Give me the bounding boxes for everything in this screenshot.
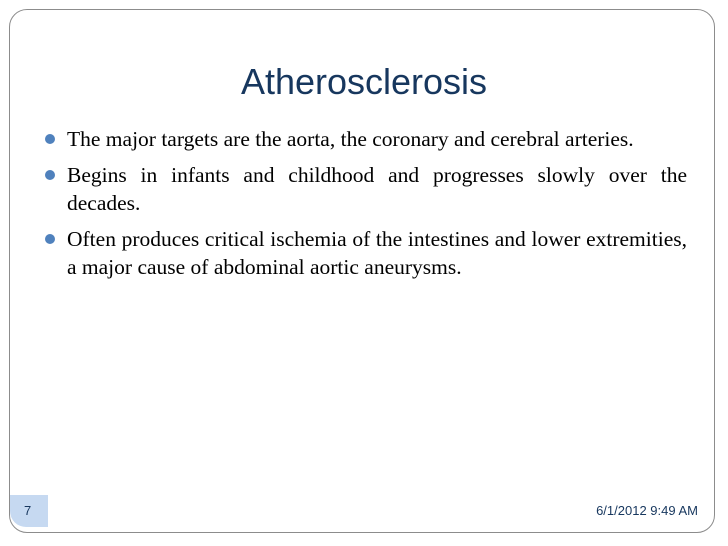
bullet-list (42, 125, 687, 289)
bullet-dot-icon (45, 134, 55, 144)
slide-date: 6/1/2012 9:49 AM (596, 503, 698, 518)
bullet-dot-icon (45, 170, 55, 180)
slide-number: 7 (10, 495, 48, 527)
bullet-dot-icon (45, 234, 55, 244)
slide-title: Atherosclerosis (240, 61, 488, 102)
bullet-item (42, 125, 687, 154)
bullet-text: The major targets are the aorta, the coronary and cerebral arteries. (67, 127, 634, 151)
bullet-text: Often produces critical ischemia of the intestines and lower extremities, a major cause of abdominal aortic aneurysms. (67, 226, 687, 279)
bullet-text: Begins in infants and childhood and progresses slowly over the decades. (67, 162, 687, 215)
bullet-item (42, 225, 687, 282)
bullet-item (42, 161, 687, 218)
